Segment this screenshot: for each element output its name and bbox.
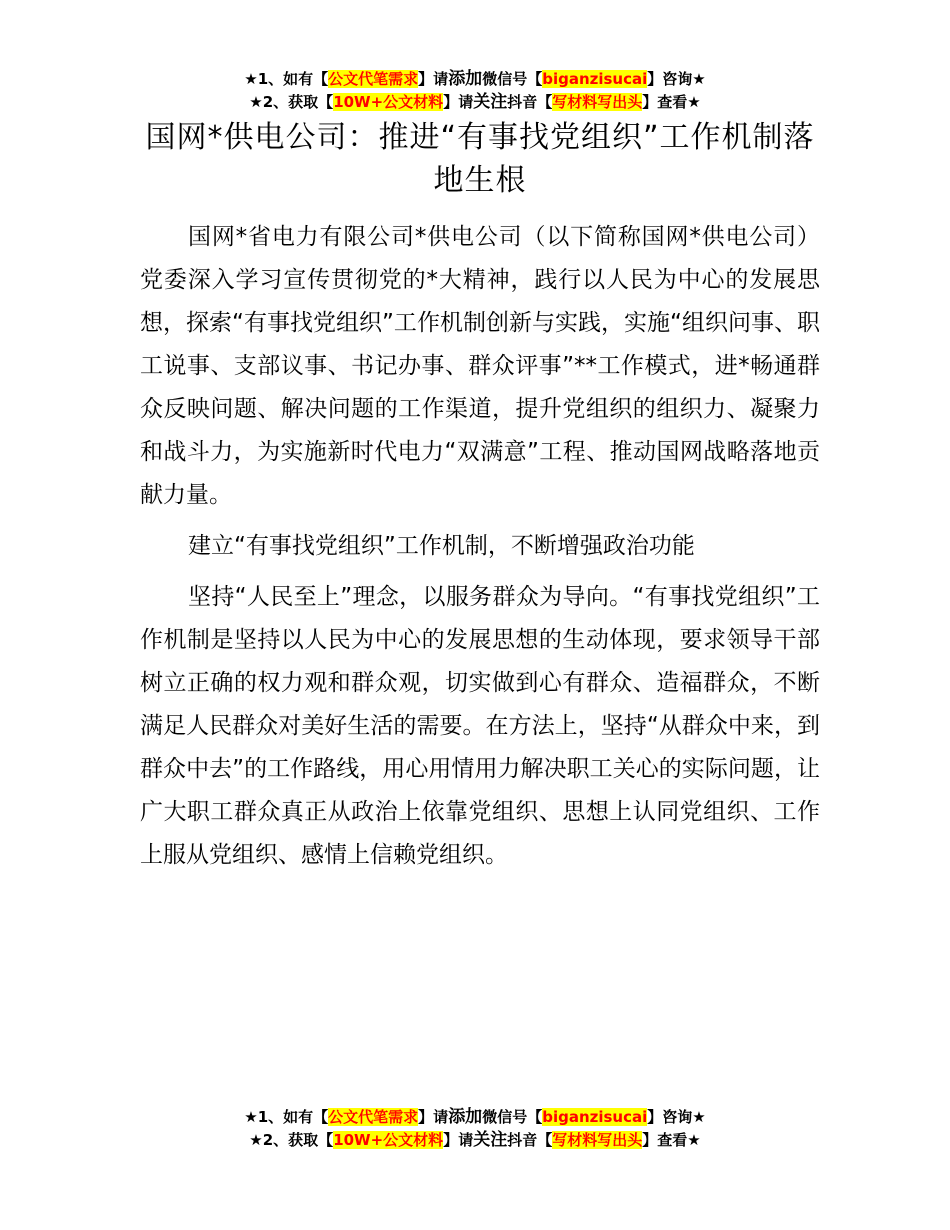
banner-emphasis: 关注 xyxy=(473,1130,508,1150)
banner-text: 微信号【 xyxy=(482,70,543,88)
highlight-wechat-id: biganzisucai xyxy=(542,1108,648,1126)
banner-emphasis: 添加 xyxy=(448,69,483,89)
banner-text: ★1、如有【 xyxy=(244,1108,329,1126)
banner-line-2 xyxy=(0,1129,950,1152)
banner-text: 】请 xyxy=(418,1108,449,1126)
document-title: 国网*供电公司：推进“有事找党组织”工作机制落地生根 xyxy=(145,120,815,198)
banner-emphasis: 添加 xyxy=(448,1107,483,1127)
banner-line-1 xyxy=(0,68,950,91)
banner-text: 】请 xyxy=(443,1131,474,1149)
bottom-banner xyxy=(0,1106,950,1152)
banner-line-2 xyxy=(0,91,950,114)
banner-text: 】查看★ xyxy=(642,1131,701,1149)
banner-text: 】咨询★ xyxy=(647,70,706,88)
banner-text: 微信号【 xyxy=(482,1108,543,1126)
top-banner xyxy=(0,68,950,114)
body-paragraph-intro: 国网*省电力有限公司*供电公司（以下简称国网*供电公司）党委深入学习宣传贯彻党的*大精神，践行以人民为中心的发展思想，探索“有事找党组织”工作机制创新与实践，实施“组织问事、职工说事、支部议事、书记办事、群众评事”**工作模式，进*畅通群众反映问题、解决问题的工作渠道，提升党组织的组织力、凝聚力和战斗力，为实施新时代电力“双满意”工程、推动国网战略落地贡献力量。 xyxy=(140,224,820,508)
banner-text: 】咨询★ xyxy=(647,1108,706,1126)
highlight-douyin-account: 写材料写出头 xyxy=(552,93,643,111)
banner-text: 】请 xyxy=(418,70,449,88)
banner-text: 】请 xyxy=(443,93,474,111)
banner-text: 抖音【 xyxy=(507,93,553,111)
highlight-service: 公文代笔需求 xyxy=(328,1108,419,1126)
highlight-materials: 10W+公文材料 xyxy=(333,93,444,111)
highlight-douyin-account: 写材料写出头 xyxy=(552,1131,643,1149)
body-paragraph-principle: 坚持“人民至上”理念，以服务群众为导向。“有事找党组织”工作机制是坚持以人民为中心的发展思想的生动体现，要求领导干部树立正确的权力观和群众观，切实做到心有群众、造福群众，不断满足人民群众对美好生活的需要。在方法上，坚持“从群众中来，到群众中去”的工作路线，用心用情用力解决职工关心的实际问题，让广大职工群众真正从政治上依靠党组织、思想上认同党组织、工作上服从党组织、感情上信赖党组织。 xyxy=(140,584,820,868)
banner-text: 】查看★ xyxy=(642,93,701,111)
banner-emphasis: 关注 xyxy=(473,92,508,112)
banner-text: ★1、如有【 xyxy=(244,70,329,88)
section-heading: 建立“有事找党组织”工作机制，不断增强政治功能 xyxy=(188,533,695,559)
highlight-wechat-id: biganzisucai xyxy=(542,70,648,88)
banner-text: 抖音【 xyxy=(507,1131,553,1149)
banner-text: ★2、获取【 xyxy=(249,1131,334,1149)
document-body xyxy=(140,216,820,877)
highlight-service: 公文代笔需求 xyxy=(328,70,419,88)
banner-text: ★2、获取【 xyxy=(249,93,334,111)
highlight-materials: 10W+公文材料 xyxy=(333,1131,444,1149)
banner-line-1 xyxy=(0,1106,950,1129)
